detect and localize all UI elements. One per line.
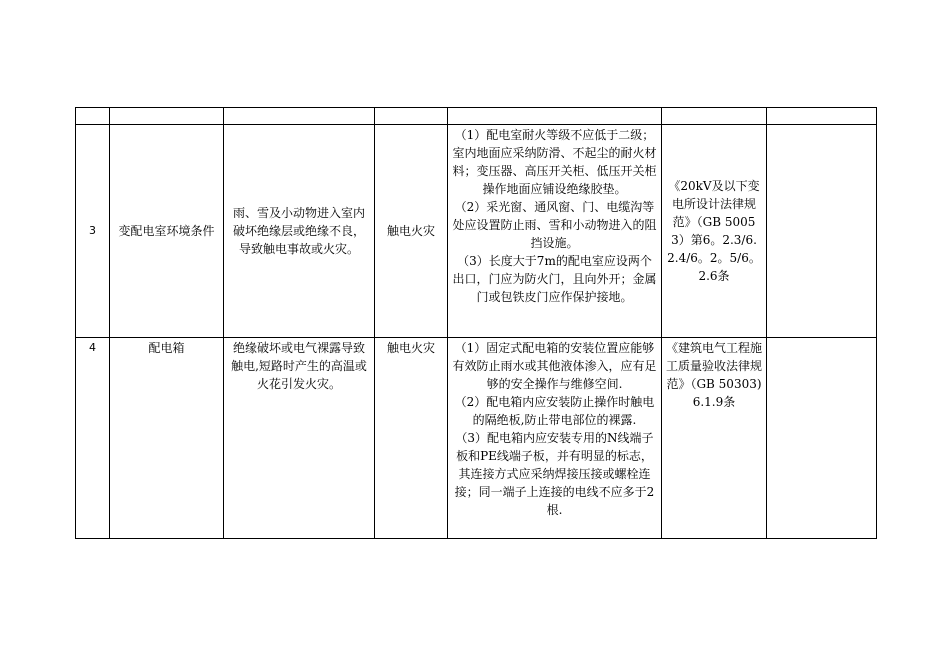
table-cell	[110, 108, 224, 125]
hazard-table	[75, 107, 877, 539]
measures-cell	[448, 338, 662, 539]
table-cell	[448, 108, 662, 125]
accident-type-cell: 触电火灾	[375, 125, 448, 338]
hazard-cell: 绝缘破坏或电气裸露导致触电,短路时产生的高温或火花引发火灾。	[224, 338, 375, 539]
table-row	[76, 125, 877, 338]
measure-item: （3）长度大于7m的配电室应设两个出口，门应为防火门，且向外开；金属门或包铁皮门应作保护接地。	[452, 254, 657, 304]
remark-cell	[767, 125, 877, 338]
location-cell: 配电箱	[110, 338, 224, 539]
row-number: 4	[76, 338, 110, 539]
table-cell	[76, 108, 110, 125]
table-cell	[375, 108, 448, 125]
hazard-cell: 雨、雪及小动物进入室内破坏绝缘层或绝缘不良，导致触电事故或火灾。	[224, 125, 375, 338]
measure-item: （2）采光窗、通风窗、门、电缆沟等处应设置防止雨、雪和小动物进入的阻挡设施。	[452, 200, 657, 250]
measure-item: （3）配电箱内应安装专用的N线端子板和PE线端子板，并有明显的标志，其连接方式应采纳焊接压接或螺栓连接；同一端子上连接的电线不应多于2根.	[454, 431, 655, 517]
table-row-blank	[76, 108, 877, 125]
table-row	[76, 338, 877, 539]
location-cell: 变配电室环境条件	[110, 125, 224, 338]
basis-cell: 《20kV及以下变电所设计法律规范》（GB 50053）第6。2.3/6.2.4/6。2。5/6。2.6条	[662, 125, 767, 338]
measure-item: （1）配电室耐火等级不应低于二级；室内地面应采纳防滑、不起尘的耐火材料；变压器、高压开关柜、低压开关柜操作地面应铺设绝缘胶垫。	[452, 128, 657, 196]
row-number: 3	[76, 125, 110, 338]
table-cell	[767, 108, 877, 125]
table-cell	[224, 108, 375, 125]
measure-item: （1）固定式配电箱的安装位置应能够有效防止雨水或其他液体渗入，应有足够的安全操作与维修空间.	[452, 341, 657, 391]
accident-type-cell: 触电火灾	[375, 338, 448, 539]
table-cell	[662, 108, 767, 125]
remark-cell	[767, 338, 877, 539]
basis-cell: 《建筑电气工程施工质量验收法律规范》（GB 50303)6.1.9条	[662, 338, 767, 539]
measures-cell	[448, 125, 662, 338]
measure-item: （2）配电箱内应安装防止操作时触电的隔绝板,防止带电部位的裸露.	[454, 395, 655, 427]
